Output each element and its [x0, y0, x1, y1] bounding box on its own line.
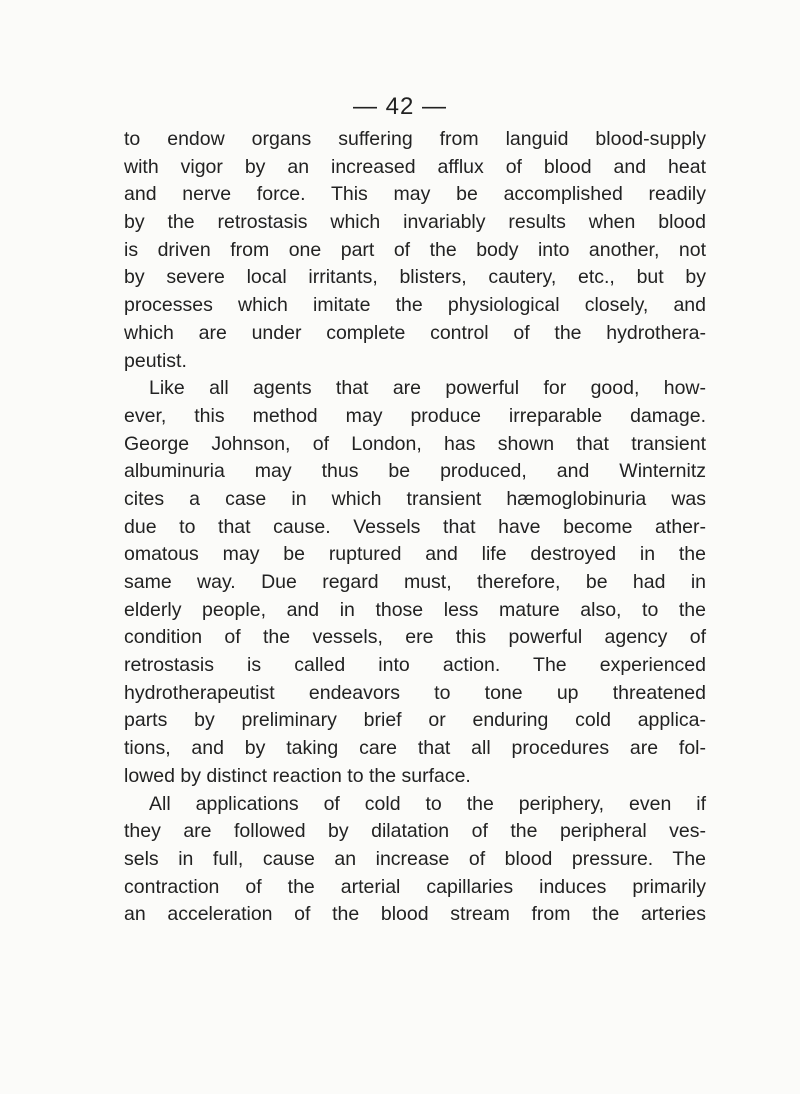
- text-line: with vigor by an increased afflux of blood and heat: [124, 155, 706, 178]
- text-line: elderly people, and in those less mature also, to the: [124, 598, 706, 621]
- text-line: is driven from one part of the body into another, not: [124, 238, 706, 261]
- text-line: hydrotherapeutist endeavors to tone up threatened: [124, 681, 706, 704]
- page-number: — 42 —: [352, 93, 448, 120]
- text-line: by the retrostasis which invariably results when blood: [124, 211, 706, 234]
- text-line: same way. Due regard must, therefore, be had in: [124, 571, 706, 593]
- text-line: George Johnson, of London, has shown that transient: [124, 432, 706, 455]
- text-line: ever, this method may produce irreparable damage.: [124, 404, 706, 427]
- text-line: Like all agents that are powerful for good, how-: [149, 377, 706, 400]
- text-line: which are under complete control of the hydrothera-: [124, 321, 706, 344]
- text-line: and nerve force. This may be accomplished readily: [124, 183, 706, 206]
- text-line: retrostasis is called into action. The experienced: [124, 654, 706, 677]
- text-line: by severe local irritants, blisters, cautery, etc., but by: [124, 266, 706, 289]
- body-text: [124, 126, 706, 929]
- text-line: lowed by distinct reaction to the surface.: [124, 764, 471, 787]
- text-line: they are followed by dilatation of the peripheral ves-: [124, 820, 706, 843]
- text-line: condition of the vessels, ere this powerful agency of: [124, 626, 706, 649]
- text-line: cites a case in which transient hæmoglobinuria was: [124, 487, 706, 510]
- text-line: contraction of the arterial capillaries induces primarily: [124, 875, 706, 898]
- text-line: due to that cause. Vessels that have become ather-: [124, 515, 706, 538]
- text-line: peutist.: [124, 349, 187, 372]
- text-line: sels in full, cause an increase of blood pressure. The: [124, 847, 706, 870]
- text-line: to endow organs suffering from languid blood-supply: [124, 128, 706, 150]
- text-line: an acceleration of the blood stream from the arteries: [124, 903, 706, 926]
- text-line: All applications of cold to the periphery, even if: [149, 792, 706, 815]
- text-line: processes which imitate the physiological closely, and: [124, 294, 706, 317]
- text-line: omatous may be ruptured and life destroyed in the: [124, 543, 706, 566]
- text-line: parts by preliminary brief or enduring cold applica-: [124, 709, 706, 732]
- text-line: tions, and by taking care that all procedures are fol-: [124, 737, 706, 760]
- text-line: albuminuria may thus be produced, and Winternitz: [124, 460, 706, 483]
